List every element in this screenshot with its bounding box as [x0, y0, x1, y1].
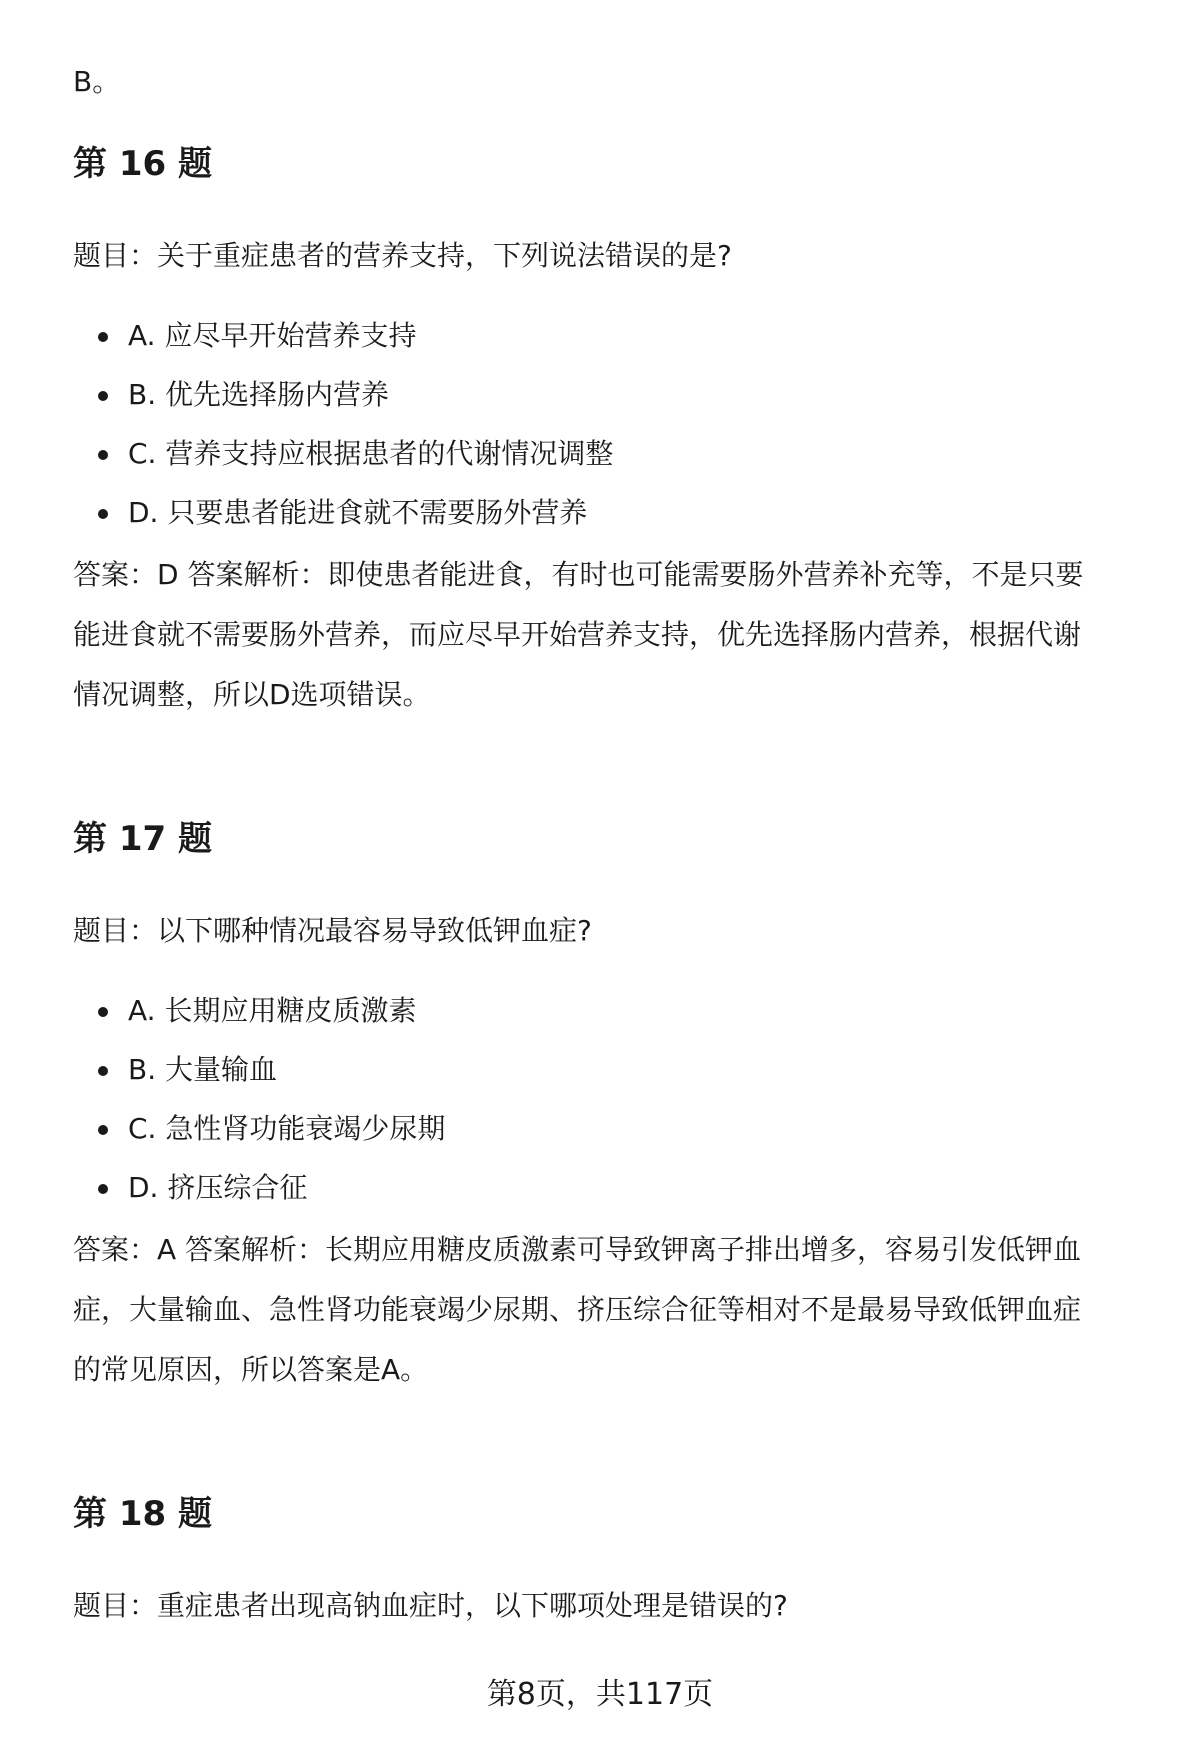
question-heading: 第 16 题 — [73, 144, 212, 184]
option-text: C. 急性肾功能衰竭少尿期 — [128, 1112, 446, 1145]
question-stem: 题目：以下哪种情况最容易导致低钾血症? — [73, 914, 592, 947]
option-b — [73, 1050, 445, 1109]
option-d — [73, 493, 613, 552]
page-footer: 第8页，共117页 — [486, 1677, 714, 1712]
answer-line: 的常见原因，所以答案是A。 — [73, 1353, 429, 1386]
option-c — [73, 1109, 445, 1168]
question-stem: 题目：关于重症患者的营养支持，下列说法错误的是? — [73, 239, 732, 272]
option-text: B. 大量输血 — [128, 1053, 278, 1086]
option-list — [73, 316, 613, 552]
carry-over-text: B。 — [73, 65, 121, 98]
bullet-icon — [98, 391, 108, 401]
option-a — [73, 316, 613, 375]
bullet-icon — [98, 1066, 108, 1076]
question-stem: 题目：重症患者出现高钠血症时，以下哪项处理是错误的? — [73, 1589, 788, 1622]
option-c — [73, 434, 613, 493]
answer-line: 答案：A 答案解析：长期应用糖皮质激素可导致钾离子排出增多，容易引发低钾血 — [73, 1233, 1082, 1266]
answer-line: 能进食就不需要肠外营养，而应尽早开始营养支持，优先选择肠内营养，根据代谢 — [73, 618, 1082, 651]
question-heading: 第 17 题 — [73, 819, 212, 859]
question-17 — [73, 817, 1153, 1386]
bullet-icon — [98, 450, 108, 460]
option-text: B. 优先选择肠内营养 — [128, 378, 390, 411]
bullet-icon — [98, 1184, 108, 1194]
answer-explanation — [73, 545, 1153, 725]
question-16 — [73, 142, 1153, 711]
answer-line: 症，大量输血、急性肾功能衰竭少尿期、挤压综合征等相对不是最易导致低钾血症 — [73, 1293, 1082, 1326]
answer-explanation — [73, 1220, 1153, 1400]
answer-line: 情况调整，所以D选项错误。 — [73, 678, 431, 711]
answer-line: 答案：D 答案解析：即使患者能进食，有时也可能需要肠外营养补充等，不是只要 — [73, 558, 1084, 591]
bullet-icon — [98, 332, 108, 342]
option-text: D. 挤压综合征 — [128, 1171, 308, 1204]
bullet-icon — [98, 1007, 108, 1017]
option-d — [73, 1168, 445, 1227]
option-text: D. 只要患者能进食就不需要肠外营养 — [128, 496, 588, 529]
option-text: C. 营养支持应根据患者的代谢情况调整 — [128, 437, 614, 470]
bullet-icon — [98, 1125, 108, 1135]
question-18 — [73, 1492, 1153, 1622]
option-a — [73, 991, 445, 1050]
question-heading: 第 18 题 — [73, 1494, 212, 1534]
option-text: A. 应尽早开始营养支持 — [128, 319, 417, 352]
option-b — [73, 375, 613, 434]
bullet-icon — [98, 509, 108, 519]
option-text: A. 长期应用糖皮质激素 — [128, 994, 417, 1027]
option-list — [73, 991, 445, 1227]
